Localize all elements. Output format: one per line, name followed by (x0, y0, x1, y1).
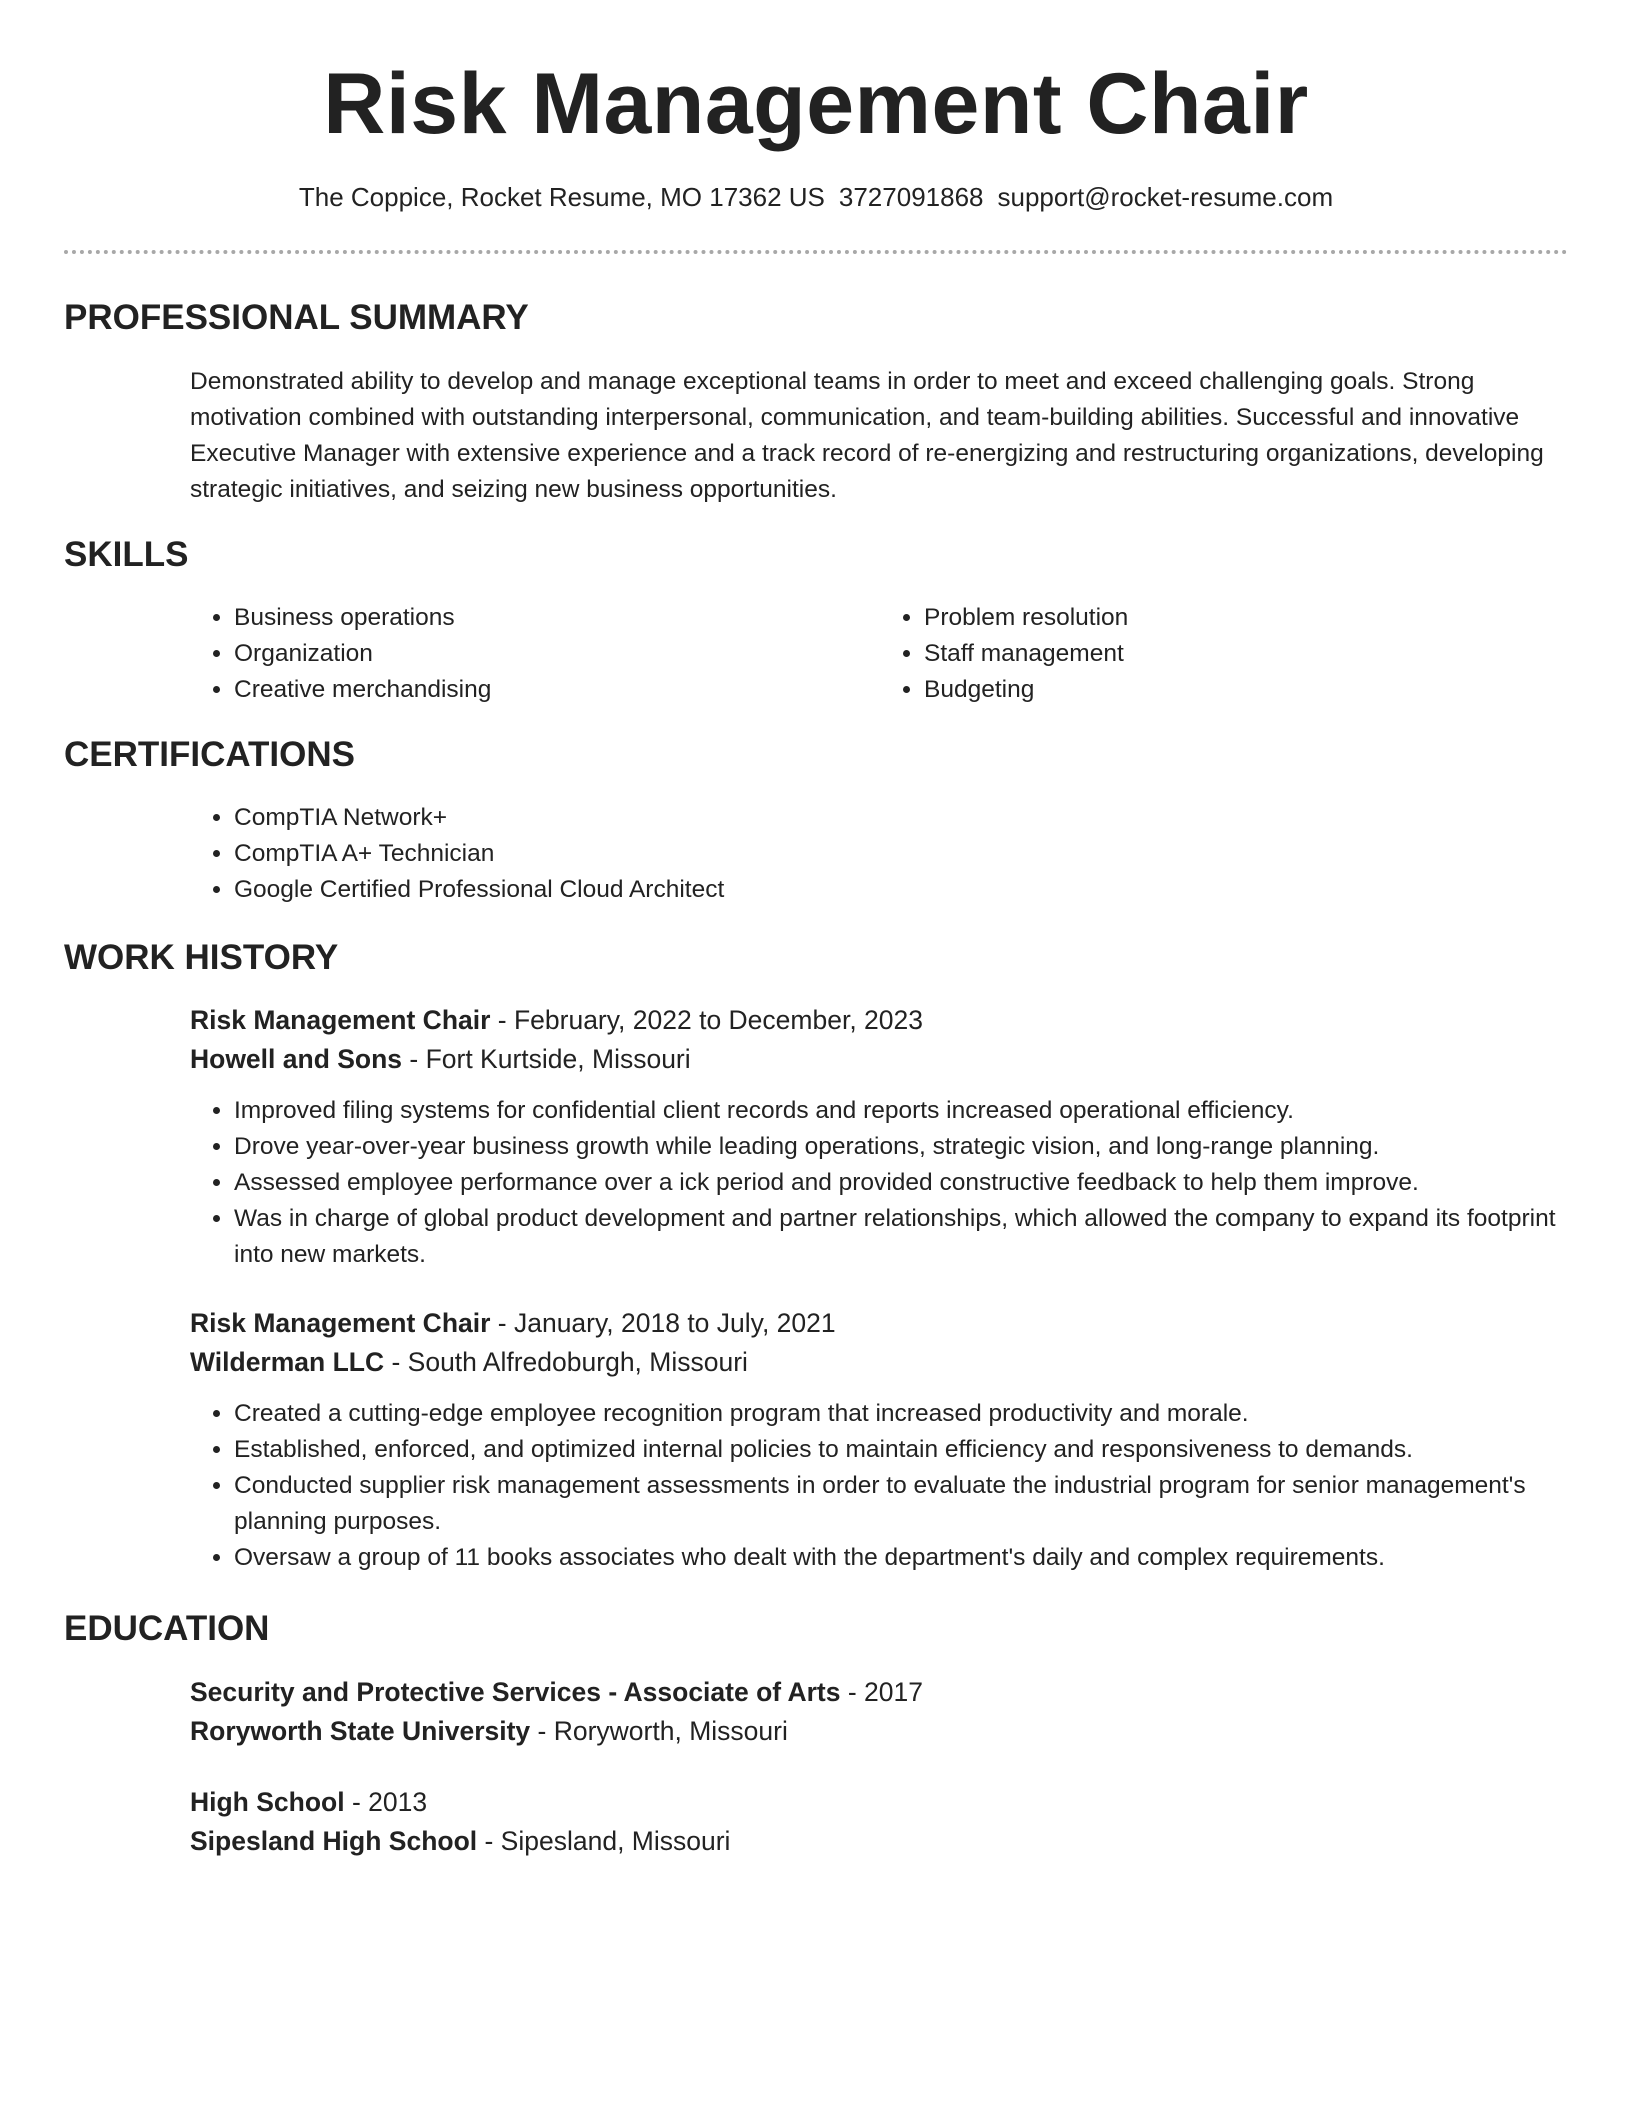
job-location: - Fort Kurtside, Missouri (402, 1044, 691, 1074)
education-year: - 2017 (840, 1677, 924, 1707)
skill-item: • Problem resolution (924, 600, 1570, 636)
certifications-list (190, 800, 1570, 908)
education-school: Roryworth State University (190, 1716, 531, 1746)
skills-right-list (880, 600, 1570, 708)
job-dates: - January, 2018 to July, 2021 (490, 1308, 836, 1338)
certification-item: • CompTIA Network+ (234, 800, 1570, 836)
job-bullet: • Improved filing systems for confidential client records and reports increased operational efficiency. (234, 1093, 1570, 1129)
job-bullet: • Established, enforced, and optimized internal policies to maintain efficiency and responsiveness to demands. (234, 1432, 1570, 1468)
job-role: Risk Management Chair (190, 1308, 491, 1338)
contact-line (64, 0, 1568, 214)
job-location: - South Alfredoburgh, Missouri (384, 1347, 748, 1377)
skill-item: • Budgeting (924, 672, 1570, 708)
education-location: - Roryworth, Missouri (530, 1716, 788, 1746)
job-company-line (190, 1343, 1570, 1382)
contact-email: support@rocket-resume.com (997, 182, 1334, 212)
job-bullets (190, 1396, 1570, 1576)
summary-text: Demonstrated ability to develop and manage exceptional teams in order to meet and exceed challenging goals. Strong motivation combined with outstanding interpersonal, communication, and team-building abilities. Successful and innovative Executive Manager with extensive experience and a track record of re-energizing and restructuring organizations, developing strategic initiatives, and seizing new business opportunities. (190, 368, 1544, 503)
job-role: Risk Management Chair (190, 1005, 491, 1035)
candidate-name: Risk Management Chair (323, 56, 1309, 152)
job-entry (190, 1304, 1570, 1576)
education-degree: High School (190, 1787, 345, 1817)
job-dates: - February, 2022 to December, 2023 (490, 1005, 924, 1035)
header-divider (64, 250, 1568, 254)
resume-page (64, 0, 1568, 1856)
education-year: - 2013 (344, 1787, 428, 1817)
job-bullet: • Created a cutting-edge employee recognition program that increased productivity and morale. (234, 1396, 1570, 1432)
job-bullets (190, 1093, 1570, 1273)
job-company: Wilderman LLC (190, 1347, 385, 1377)
job-title-line (190, 1304, 1570, 1343)
education-heading: EDUCATION (64, 1609, 270, 1648)
job-company-line (190, 1040, 1570, 1079)
certification-item: • Google Certified Professional Cloud Architect (234, 872, 1570, 908)
job-bullet: • Assessed employee performance over a ick period and provided constructive feedback to help them improve. (234, 1165, 1570, 1201)
job-bullet: • Was in charge of global product development and partner relationships, which allowed the company to expand its footprint into new markets. (234, 1201, 1570, 1273)
skills-block (190, 600, 1570, 708)
job-bullet: • Drove year-over-year business growth while leading operations, strategic vision, and long-range planning. (234, 1129, 1570, 1165)
job-entry (190, 1001, 1570, 1273)
certifications-heading: CERTIFICATIONS (64, 735, 356, 774)
education-entry (190, 1673, 1570, 1751)
skill-item: • Staff management (924, 636, 1570, 672)
skills-heading: SKILLS (64, 535, 189, 574)
skills-left-list (190, 600, 880, 708)
certification-item: • CompTIA A+ Technician (234, 836, 1570, 872)
job-bullet: • Conducted supplier risk management assessments in order to evaluate the industrial program for senior management's planning purposes. (234, 1468, 1570, 1540)
education-degree: Security and Protective Services - Associate of Arts (190, 1677, 841, 1707)
education-school-line (190, 1712, 1570, 1751)
certifications-block (190, 800, 1570, 908)
education-entry (190, 1783, 1570, 1861)
contact-phone: 3727091868 (838, 182, 984, 212)
summary-block (190, 364, 1570, 508)
education-degree-line (190, 1783, 1570, 1822)
work-heading: WORK HISTORY (64, 938, 339, 977)
education-location: - Sipesland, Missouri (477, 1826, 731, 1856)
job-bullet: • Oversaw a group of 11 books associates who dealt with the department's daily and complex requirements. (234, 1540, 1570, 1576)
skill-item: • Organization (234, 636, 880, 672)
summary-heading: PROFESSIONAL SUMMARY (64, 298, 529, 337)
education-school-line (190, 1822, 1570, 1861)
job-company: Howell and Sons (190, 1044, 403, 1074)
education-school: Sipesland High School (190, 1826, 478, 1856)
skill-item: • Creative merchandising (234, 672, 880, 708)
contact-address: The Coppice, Rocket Resume, MO 17362 US (298, 182, 825, 212)
education-degree-line (190, 1673, 1570, 1712)
job-title-line (190, 1001, 1570, 1040)
skill-item: • Business operations (234, 600, 880, 636)
